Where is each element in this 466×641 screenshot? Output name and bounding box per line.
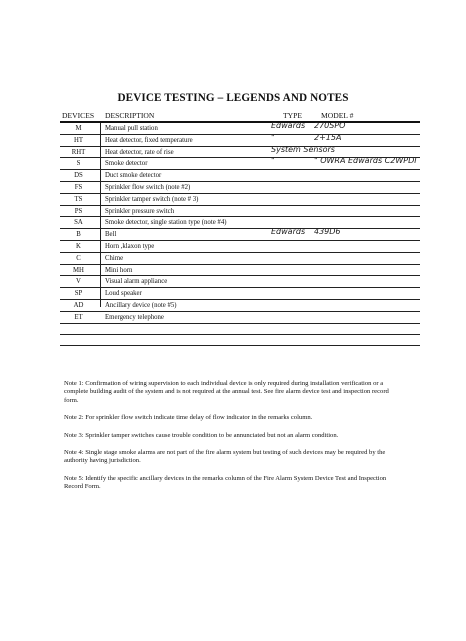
table-row — [60, 123, 420, 135]
blank-row — [60, 335, 420, 346]
note-2: Note 2: For sprinkler flow switch indicate time delay of flow indicator in the remarks column. — [64, 414, 313, 422]
device-description: Manual pull station — [105, 125, 158, 132]
table-row — [60, 194, 420, 206]
table-row — [60, 312, 420, 324]
device-description: Visual alarm appliance — [105, 278, 168, 286]
device-code: TS — [74, 195, 83, 203]
device-model: 270SPO — [314, 121, 346, 130]
device-description: Smoke detector, single station type (note #4) — [105, 219, 227, 227]
device-code: S — [76, 160, 81, 168]
device-code: ET — [74, 313, 83, 321]
device-type: " — [271, 132, 275, 142]
device-code: HT — [73, 136, 84, 144]
header-description: DESCRIPTION — [105, 111, 155, 120]
device-code: SA — [74, 219, 83, 227]
device-type: System Sensors — [271, 144, 335, 154]
device-description: Loud speaker — [105, 290, 142, 298]
device-description: Ancillary device (note #5) — [105, 301, 177, 309]
column-divider-devices — [100, 123, 101, 307]
device-description: Sprinkler flow switch (note #2) — [105, 183, 191, 191]
table-row — [60, 132, 420, 147]
header-type: TYPE — [283, 111, 302, 120]
device-code: K — [76, 242, 81, 250]
device-code: MH — [73, 266, 84, 274]
device-description: Duct smoke detector — [105, 172, 162, 180]
device-code: V — [76, 278, 81, 286]
table-row — [60, 265, 420, 277]
device-description: Sprinkler tamper switch (note # 3) — [105, 195, 199, 203]
device-description: Chime — [105, 254, 124, 262]
table-header — [60, 110, 420, 121]
device-description: Heat detector, fixed temperature — [105, 136, 193, 144]
table-row — [60, 276, 420, 288]
device-description: Bell — [105, 231, 117, 239]
device-code: M — [75, 125, 82, 132]
note-4: Note 4: Single stage smoke alarms are not part of the fire alarm system but testing of such devices may be required by the authority having jurisdiction. — [64, 449, 386, 465]
table-row — [60, 206, 420, 218]
device-description: Heat detector, rate of rise — [105, 148, 174, 156]
device-code: B — [76, 231, 81, 239]
device-description: Horn ,klaxon type — [105, 242, 155, 250]
device-model: 2+15A — [314, 132, 342, 142]
device-model: " OWRA Edwards C2WPDI — [314, 156, 417, 166]
blank-row — [60, 324, 420, 335]
device-code: DS — [74, 172, 83, 180]
device-code: AD — [73, 301, 84, 309]
note-1: Note 1: Confirmation of wiring supervision to each individual device is only required during installation verification or a complete building audit of the system and is not required at the annual test. See fire alarm device test and inspection record form. — [64, 380, 389, 404]
device-description: Smoke detector — [105, 160, 148, 168]
header-devices: DEVICES — [62, 111, 95, 120]
device-description: Mini horn — [105, 266, 133, 274]
table-rows — [60, 123, 420, 346]
table-row — [60, 217, 420, 229]
device-code: PS — [74, 207, 83, 215]
device-type: " — [271, 156, 275, 166]
device-code: RHT — [71, 148, 86, 156]
notes-section — [64, 380, 404, 501]
legend-table — [60, 110, 420, 321]
device-type: Edwards — [271, 227, 306, 237]
device-type: Edwards — [271, 121, 306, 130]
table-row — [60, 170, 420, 182]
device-model: 439D6 — [314, 227, 341, 237]
table-row — [60, 288, 420, 300]
device-description: Emergency telephone — [105, 313, 164, 321]
device-code: SP — [74, 290, 83, 298]
header-model: MODEL # — [321, 111, 354, 120]
table-row — [60, 300, 420, 312]
table-row — [60, 241, 420, 253]
page-title: DEVICE TESTING – LEGENDS AND NOTES — [117, 92, 349, 104]
note-3: Note 3: Sprinkler tamper switches cause trouble condition to be annunciated but not an alarm condition. — [64, 431, 339, 439]
device-code: C — [76, 254, 81, 262]
table-row — [60, 253, 420, 265]
table-row — [60, 229, 420, 241]
device-description: Sprinkler pressure switch — [105, 207, 175, 215]
note-5: Note 5: Identify the specific ancillary devices in the remarks column of the Fire Alarm System Device Test and Inspection Record Form. — [64, 474, 387, 491]
table-row — [60, 182, 420, 194]
table-row — [60, 158, 420, 170]
device-code: FS — [74, 183, 83, 191]
